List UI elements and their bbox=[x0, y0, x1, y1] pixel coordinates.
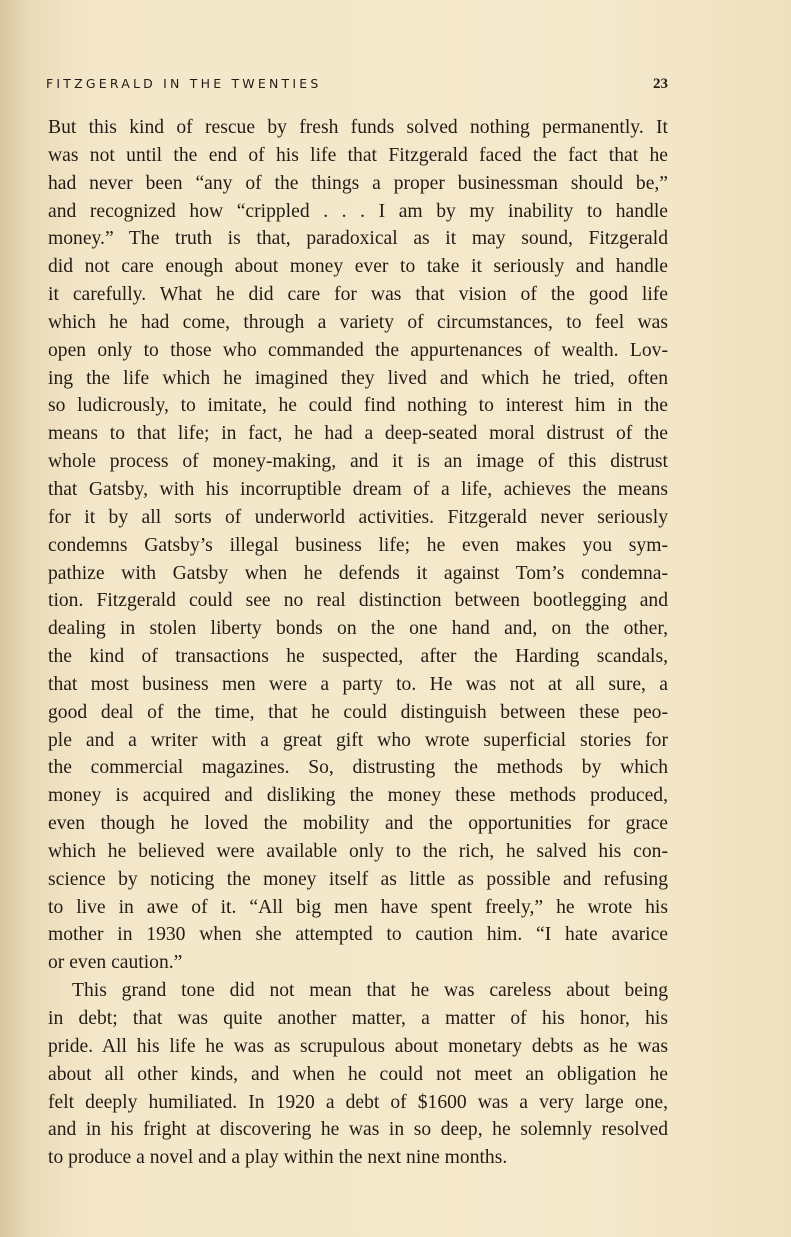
text-line: for it by all sorts of underworld activities. Fitzgerald never seriously bbox=[48, 506, 668, 528]
page-number: 23 bbox=[653, 76, 668, 92]
text-line: it carefully. What he did care for was that vision of the good life bbox=[48, 284, 668, 306]
text-line: whole process of money-making, and it is an image of this distrust bbox=[48, 451, 668, 473]
text-line: or even caution.” bbox=[48, 952, 183, 974]
text-line: ple and a writer with a great gift who wrote superficial stories for bbox=[48, 729, 668, 751]
text-line: money.” The truth is that, paradoxical as it may sound, Fitzgerald bbox=[48, 228, 668, 250]
text-line: to live in awe of it. “All big men have spent freely,” he wrote his bbox=[48, 896, 668, 918]
text-line: ing the life which he imagined they lived and which he tried, often bbox=[48, 367, 668, 389]
text-line: dealing in stolen liberty bonds on the one hand and, on the other, bbox=[48, 618, 668, 640]
text-line: about all other kinds, and when he could not meet an obligation he bbox=[48, 1063, 668, 1085]
text-line: and in his fright at discovering he was in so deep, he solemnly resolved bbox=[48, 1119, 668, 1141]
text-line: means to that life; in fact, he had a deep-seated moral distrust of the bbox=[48, 423, 668, 445]
text-line: did not care enough about money ever to take it seriously and handle bbox=[48, 256, 668, 278]
text-line: open only to those who commanded the appurtenances of wealth. Lov- bbox=[48, 339, 668, 361]
text-line: in debt; that was quite another matter, a matter of his honor, his bbox=[48, 1008, 668, 1029]
text-line: pride. All his life he was as scrupulous about monetary debts as he was bbox=[48, 1035, 668, 1057]
text-line: which he had come, through a variety of circumstances, to feel was bbox=[48, 311, 668, 333]
running-title: FITZGERALD IN THE TWENTIES bbox=[46, 76, 322, 91]
text-line: the kind of transactions he suspected, after the Harding scandals, bbox=[48, 646, 668, 668]
body-text bbox=[48, 114, 668, 1172]
text-line: tion. Fitzgerald could see no real distinction between bootlegging and bbox=[48, 590, 668, 612]
text-line: good deal of the time, that he could distinguish between these peo- bbox=[48, 701, 668, 723]
text-line: This grand tone did not mean that he was careless about being bbox=[72, 980, 668, 1002]
text-line: had never been “any of the things a proper businessman should be,” bbox=[48, 172, 668, 194]
text-line: was not until the end of his life that Fitzgerald faced the fact that he bbox=[48, 144, 668, 166]
text-line: to produce a novel and a play within the next nine months. bbox=[48, 1147, 508, 1169]
text-line: pathize with Gatsby when he defends it against Tom’s condemna- bbox=[48, 562, 668, 584]
text-line: even though he loved the mobility and the opportunities for grace bbox=[48, 813, 668, 835]
running-header bbox=[46, 76, 668, 96]
text-line: But this kind of rescue by fresh funds solved nothing permanently. It bbox=[48, 117, 668, 138]
text-line: and recognized how “crippled . . . I am by my inability to handle bbox=[48, 200, 668, 222]
text-line: felt deeply humiliated. In 1920 a debt of $1600 was a very large one, bbox=[48, 1091, 668, 1113]
text-line: science by noticing the money itself as little as possible and refusing bbox=[48, 868, 668, 890]
text-line: which he believed were available only to the rich, he salved his con- bbox=[48, 840, 668, 862]
text-line: so ludicrously, to imitate, he could find nothing to interest him in the bbox=[48, 395, 668, 417]
text-line: that most business men were a party to. He was not at all sure, a bbox=[48, 673, 668, 695]
paragraph bbox=[48, 977, 668, 1172]
paragraph bbox=[48, 114, 668, 977]
text-line: condemns Gatsby’s illegal business life; he even makes you sym- bbox=[48, 534, 668, 556]
text-line: money is acquired and disliking the money these methods produced, bbox=[48, 785, 668, 807]
text-line: that Gatsby, with his incorruptible dream of a life, achieves the means bbox=[48, 478, 668, 500]
text-line: mother in 1930 when she attempted to caution him. “I hate avarice bbox=[48, 924, 668, 946]
text-line: the commercial magazines. So, distrusting the methods by which bbox=[48, 757, 668, 779]
